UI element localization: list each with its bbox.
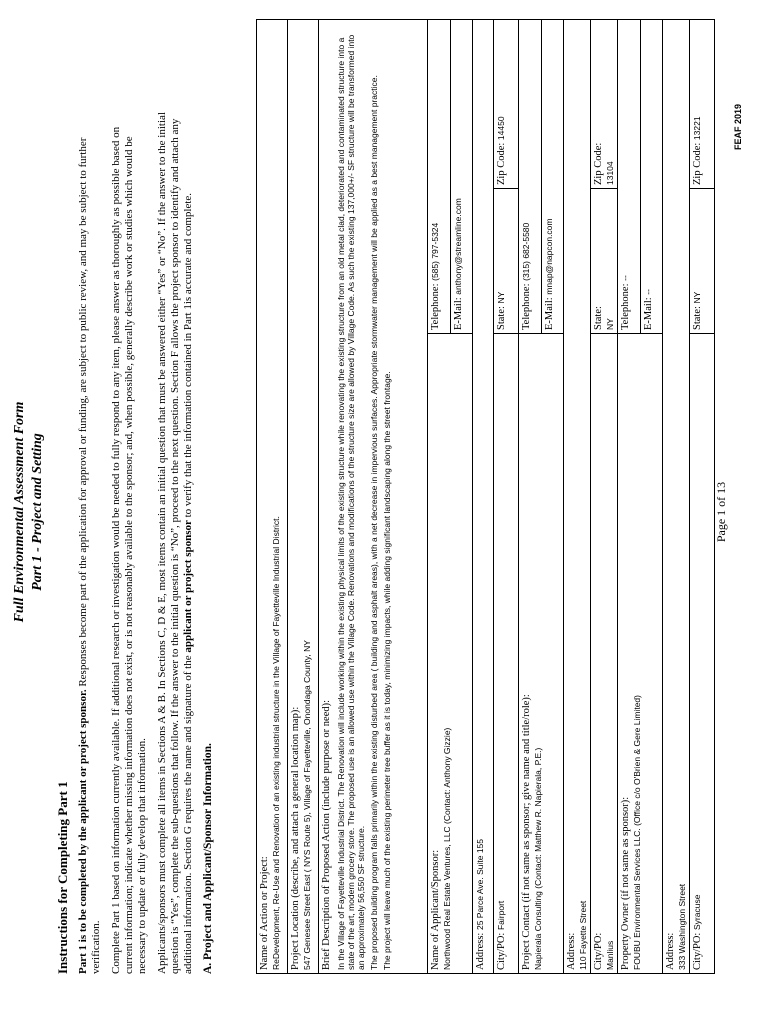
- applicant-city-row: [494, 20, 519, 974]
- instructions-paragraph-2: Complete Part 1 based on information currently available. If additional research or investigation would be needed to fully respond to any item, please answer as thoroughly as possible based on current information; indicate whether missing information does not exist, or is not reasonably available to the sponsor; and, when possible, generally describe work or studies which would be necessary to update or fully develop that information.: [110, 126, 148, 974]
- instructions-p3-text-c: to verify that the information contained in Part 1is accurate and complete.: [182, 192, 194, 521]
- owner-value[interactable]: FOUBU Environmental Services LLC. (Office c/o O'Brien & Gere Limited): [632, 695, 642, 970]
- description-paragraph-1[interactable]: In the Village of Fayetteville Industrial District. The Renovation will include working within the existing physical limits of the existing structure while renovating the existing structure from an old metal clad, deteriorated and contaminated structure into a state of the art, modern grocery store. The proposed use is an allowed use within the Village Code. Renovations and modifications of the structure size are allowed by Village Code. As such the existing 137,000+/- SF structure will be transformed into an approximately 56,550 SF structure.: [336, 34, 366, 970]
- action-value[interactable]: ReDevelopment, Re-Use and Renovation of an existing industrial structure in the Village of Fayetteville Industrial District.: [271, 516, 281, 970]
- owner-city-value[interactable]: Syracuse: [692, 894, 702, 931]
- description-paragraph-2[interactable]: The proposed building program falls primarily within the existing disturbed area ( building and asphalt areas), with a net decrease in impervious surfaces. Appropriate stormwater management will be applied as a best management practice.: [369, 75, 379, 970]
- contact-row: [519, 20, 542, 974]
- contact-city-value[interactable]: Manlius: [605, 940, 615, 970]
- owner-label: Property Owner (if not same as sponsor):: [620, 796, 631, 970]
- contact-address-label: Address:: [566, 932, 577, 970]
- applicant-address-value[interactable]: 25 Parce Ave. Suite 155: [475, 838, 485, 931]
- owner-city-label: City/PO:: [692, 932, 703, 970]
- owner-address-row: [663, 20, 690, 974]
- contact-zip-label: Zip Code:: [593, 142, 604, 185]
- location-value[interactable]: 547 Genesee Street East ( NYS Route 5), Village of Fayetteville, Onondaga County, NY: [302, 640, 312, 970]
- description-row: [319, 20, 428, 974]
- instructions-p1-text: Responses become part of the application for approval or funding, are subject to public review, and may be subject to further verification.: [77, 137, 102, 974]
- description-paragraph-3[interactable]: The project will leave much of the existing perimeter tree buffer as it is today, minimizing impacts, while adding significant landscaping along the street frontage.: [382, 371, 392, 970]
- contact-label: Project Contact (if not same as sponsor; give name and title/role):: [521, 694, 532, 970]
- owner-telephone-label: Telephone:: [620, 283, 631, 330]
- contact-address-value[interactable]: 110 Fayette Street: [578, 900, 588, 970]
- section-a-heading: A. Project and Applicant/Sponsor Information.: [202, 743, 214, 974]
- location-label: Project Location (describe, and attach a general location map):: [290, 706, 301, 970]
- applicant-telephone-value[interactable]: (585) 797-5324: [430, 222, 440, 281]
- contact-telephone-value[interactable]: (315) 682-5580: [521, 222, 531, 281]
- applicant-city-value[interactable]: Fairport: [496, 900, 506, 931]
- form-title: Full Environmental Assessment Form: [12, 401, 27, 623]
- applicant-zip-value[interactable]: 14450: [496, 116, 506, 141]
- instructions-paragraph-3: [156, 94, 195, 974]
- owner-zip-value[interactable]: 13221: [692, 116, 702, 141]
- owner-address-value[interactable]: 333 Washington Street: [677, 883, 687, 970]
- applicant-email-value[interactable]: anthony@streamline.com: [452, 198, 463, 295]
- applicant-label: Name of Applicant/Sponsor:: [430, 849, 441, 970]
- contact-address-row: [564, 20, 591, 974]
- description-label: Brief Description of Proposed Action (include purpose or need):: [321, 699, 332, 970]
- applicant-city-label: City/PO:: [496, 932, 507, 970]
- contact-value[interactable]: Napierala Consulting (Contact: Matthew R. Napierala, P.E.): [533, 747, 543, 970]
- applicant-zip-label: Zip Code:: [496, 142, 507, 185]
- applicant-address-row: [473, 20, 494, 974]
- contact-telephone-label: Telephone:: [521, 283, 532, 330]
- owner-email-label: E-Mail:: [642, 297, 654, 330]
- contact-city-label: City/PO:: [593, 932, 604, 970]
- applicant-state-value[interactable]: NY: [496, 291, 506, 304]
- action-label: Name of Action or Project:: [259, 856, 270, 970]
- instructions-heading: Instructions for Completing Part 1: [55, 781, 70, 974]
- contact-state-value[interactable]: NY: [605, 318, 615, 330]
- instructions-p3-text-a: Applicants/sponsors must complete all items in Sections A & B. In Sections C, D & E, most items contain an initial question that must be answered either “Yes” or “No”. If the answer to the initial question is “Yes”, complete the sub-questions that follow. If the answer to the initial question is “No”, proceed to the next question. Section F allows the project sponsor to identify and attach any additional information. Section G requires the name and signature of the: [156, 112, 194, 974]
- applicant-state-label: State:: [496, 306, 507, 330]
- applicant-row: [428, 20, 451, 974]
- instructions-p3-bold: applicant or project sponsor: [182, 520, 194, 653]
- owner-state-value[interactable]: NY: [692, 291, 702, 304]
- owner-email-value[interactable]: --: [642, 289, 653, 295]
- owner-address-label: Address:: [665, 932, 676, 970]
- instructions-p1-bold: Part 1 is to be completed by the applicant or project sponsor.: [77, 689, 89, 974]
- owner-telephone-value[interactable]: --: [620, 275, 630, 281]
- form-code: FEAF 2019: [733, 103, 743, 150]
- action-row: [257, 20, 288, 974]
- applicant-email-label: E-Mail:: [452, 297, 464, 330]
- instructions-paragraph-1: [77, 94, 103, 974]
- contact-state-label: State:: [593, 306, 604, 330]
- form-subtitle: Part 1 - Project and Setting: [30, 433, 45, 591]
- contact-zip-value[interactable]: 13104: [605, 161, 615, 185]
- owner-zip-label: Zip Code:: [692, 142, 703, 185]
- contact-email-label: E-Mail:: [543, 297, 555, 330]
- location-row: [288, 20, 319, 974]
- contact-email-value[interactable]: mnap@napcon.com: [543, 218, 554, 295]
- applicant-address-label: Address:: [475, 932, 486, 970]
- project-sponsor-table: [256, 19, 715, 974]
- owner-row: [618, 20, 641, 974]
- contact-city-row: [591, 20, 618, 974]
- applicant-telephone-label: Telephone:: [430, 283, 441, 330]
- applicant-value[interactable]: Northwood Real Estate Ventures, LLC (Contact: Anthony Gizzie): [442, 727, 452, 970]
- owner-city-row: [690, 20, 715, 974]
- owner-state-label: State:: [692, 306, 703, 330]
- instructions-block: [56, 94, 215, 974]
- page-number: Page 1 of 13: [714, 481, 728, 543]
